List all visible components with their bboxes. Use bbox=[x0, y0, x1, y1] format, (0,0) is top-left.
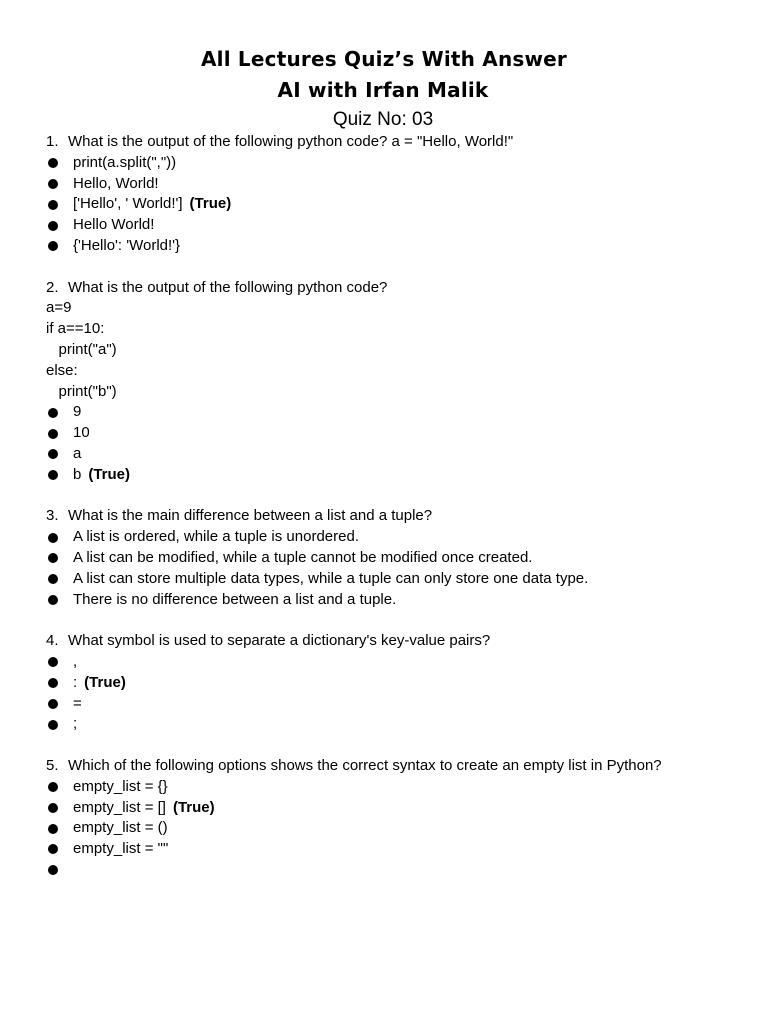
code-line: else: bbox=[46, 361, 78, 379]
header bbox=[0, 44, 768, 134]
answer-option bbox=[46, 652, 726, 673]
option-text: Hello World! bbox=[73, 216, 155, 234]
answer-option bbox=[46, 444, 726, 465]
bullet-icon bbox=[48, 844, 58, 854]
code-line: print("b") bbox=[46, 382, 117, 400]
bullet-icon bbox=[48, 574, 58, 584]
option-text: : bbox=[73, 673, 78, 691]
option-text: Hello, World! bbox=[73, 174, 159, 192]
bullet-icon bbox=[48, 179, 58, 189]
bullet-icon bbox=[48, 595, 58, 605]
question-number: 4. bbox=[46, 632, 59, 650]
option-text: A list is ordered, while a tuple is unordered. bbox=[73, 528, 359, 546]
bullet-icon bbox=[48, 657, 58, 667]
option-text: ['Hello', ' World!'] bbox=[73, 195, 183, 213]
answer-option bbox=[46, 527, 726, 548]
bullet-icon bbox=[48, 470, 58, 480]
answer-option bbox=[46, 236, 726, 257]
bullet-icon bbox=[48, 824, 58, 834]
option-text: 10 bbox=[73, 424, 90, 442]
question-number: 2. bbox=[46, 278, 59, 296]
option-text: empty_list = "" bbox=[73, 840, 169, 858]
option-text: {'Hello': 'World!'} bbox=[73, 236, 181, 254]
option-text: , bbox=[73, 652, 78, 670]
question-number: 1. bbox=[46, 133, 59, 150]
bullet-icon bbox=[48, 678, 58, 688]
answer-option bbox=[46, 694, 726, 715]
correct-answer-tag: (True) bbox=[189, 195, 232, 213]
bullet-icon bbox=[48, 553, 58, 563]
answer-option bbox=[46, 153, 726, 174]
bullet-icon bbox=[48, 782, 58, 792]
question-block bbox=[46, 506, 726, 610]
option-text: A list can store multiple data types, while a tuple can only store one data type. bbox=[73, 569, 589, 587]
answer-option bbox=[46, 777, 726, 798]
question-label: What is the output of the following python code? a = "Hello, World!" bbox=[68, 133, 514, 150]
question-number: 5. bbox=[46, 756, 59, 774]
answer-option bbox=[46, 548, 726, 569]
option-text: a bbox=[73, 444, 82, 462]
answer-option bbox=[46, 673, 726, 694]
question-block bbox=[46, 631, 726, 735]
question-block bbox=[46, 278, 726, 486]
code-line: print("a") bbox=[46, 340, 117, 358]
correct-answer-tag: (True) bbox=[84, 673, 126, 691]
question-label: What is the main difference between a list and a tuple? bbox=[68, 507, 433, 525]
answer-option bbox=[46, 174, 726, 195]
answer-option bbox=[46, 839, 726, 860]
answer-option bbox=[46, 569, 726, 590]
bullet-icon bbox=[48, 865, 58, 875]
bullet-icon bbox=[48, 699, 58, 709]
answer-option bbox=[46, 818, 726, 839]
bullet-icon bbox=[48, 533, 58, 543]
option-text: = bbox=[73, 694, 82, 712]
bullet-icon bbox=[48, 200, 58, 210]
question-label: Which of the following options shows the correct syntax to create an empty list in Python? bbox=[68, 756, 662, 774]
question-text bbox=[46, 278, 726, 299]
bullet-icon bbox=[48, 158, 58, 168]
bullet-icon bbox=[48, 449, 58, 459]
question-block bbox=[46, 132, 726, 257]
question-spacer bbox=[46, 257, 726, 278]
answer-option bbox=[46, 215, 726, 236]
correct-answer-tag: (True) bbox=[88, 465, 131, 483]
bullet-icon bbox=[48, 221, 58, 231]
question-text bbox=[46, 631, 726, 652]
answer-option bbox=[46, 423, 726, 444]
answer-option bbox=[46, 194, 726, 215]
option-text: empty_list = [] bbox=[73, 798, 166, 816]
option-text: 9 bbox=[73, 403, 82, 421]
question-label: What symbol is used to separate a dictionary's key-value pairs? bbox=[68, 632, 491, 650]
option-text: A list can be modified, while a tuple cannot be modified once created. bbox=[73, 548, 533, 566]
question-number: 3. bbox=[46, 507, 59, 525]
bullet-icon bbox=[48, 720, 58, 730]
answer-option bbox=[46, 860, 726, 881]
question-spacer bbox=[46, 735, 726, 756]
page-subtitle-author: AI with Irfan Malik bbox=[277, 78, 489, 102]
option-text: b bbox=[73, 465, 82, 483]
bullet-icon bbox=[48, 408, 58, 418]
bullet-icon bbox=[48, 241, 58, 251]
answer-option bbox=[46, 590, 726, 611]
code-line: if a==10: bbox=[46, 320, 105, 338]
option-text: empty_list = () bbox=[73, 819, 168, 837]
bullet-icon bbox=[48, 429, 58, 439]
answer-option bbox=[46, 798, 726, 819]
question-spacer bbox=[46, 486, 726, 507]
question-text bbox=[46, 756, 726, 777]
question-block bbox=[46, 756, 726, 881]
option-text: print(a.split(",")) bbox=[73, 153, 177, 171]
answer-option bbox=[46, 402, 726, 423]
code-line: a=9 bbox=[46, 299, 72, 317]
answer-option bbox=[46, 714, 726, 735]
quiz-content bbox=[46, 132, 726, 881]
question-text bbox=[46, 132, 726, 153]
question-spacer bbox=[46, 610, 726, 631]
option-text: ; bbox=[73, 715, 78, 733]
quiz-number: Quiz No: 03 bbox=[332, 109, 434, 130]
option-text: There is no difference between a list and a tuple. bbox=[73, 590, 397, 608]
correct-answer-tag: (True) bbox=[172, 798, 215, 816]
question-text bbox=[46, 506, 726, 527]
option-text: empty_list = {} bbox=[73, 777, 168, 795]
bullet-icon bbox=[48, 803, 58, 813]
answer-option bbox=[46, 465, 726, 486]
question-label: What is the output of the following python code? bbox=[68, 278, 388, 296]
page-title: All Lectures Quiz’s With Answer bbox=[200, 47, 567, 71]
